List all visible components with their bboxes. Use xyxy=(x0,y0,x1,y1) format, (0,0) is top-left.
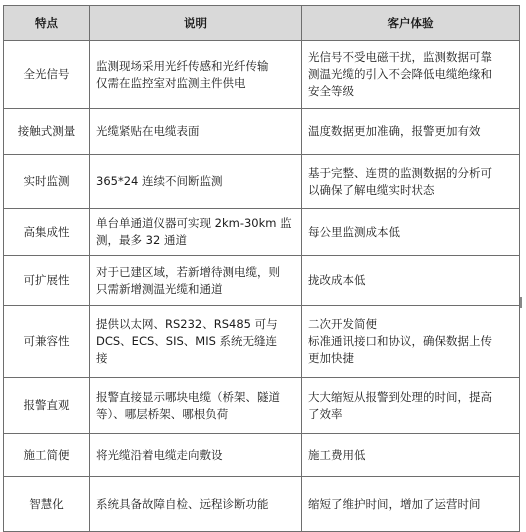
experience-line: 大大缩短从报警到处理的时间，提高 xyxy=(308,389,492,404)
experience-cell xyxy=(302,109,520,155)
experience-cell xyxy=(302,41,520,109)
feature-cell: 全光信号 xyxy=(4,41,90,109)
description-cell xyxy=(90,209,302,256)
feature-cell: 实时监测 xyxy=(4,155,90,209)
description-line: 仅需在监控室对监测主件供电 xyxy=(96,75,246,90)
experience-line: 缩短了维护时间，增加了运营时间 xyxy=(308,496,481,511)
experience-cell xyxy=(302,209,520,256)
experience-line: 更加快捷 xyxy=(308,351,354,365)
table-row xyxy=(4,256,520,306)
experience-cell xyxy=(302,256,520,306)
experience-cell xyxy=(302,434,520,477)
feature-cell: 接触式测量 xyxy=(4,109,90,155)
description-line: 只需新增测温光缆和通道 xyxy=(96,281,223,296)
description-line: 光缆紧贴在电缆表面 xyxy=(96,124,200,138)
experience-cell xyxy=(302,306,520,378)
experience-line: 光信号不受电磁干扰，监测数据可靠 xyxy=(308,50,492,64)
description-line: 单台单通道仪器可实现 2km-30km 监 xyxy=(96,216,292,230)
description-line: 365*24 连续不间断监测 xyxy=(96,174,223,188)
description-cell xyxy=(90,109,302,155)
experience-line: 了效率 xyxy=(308,406,343,421)
experience-line: 测温光缆的引入不会降低电缆绝缘和 xyxy=(308,67,492,81)
features-table xyxy=(3,5,520,532)
description-line: 系统具备故障自检、远程诊断功能 xyxy=(96,496,269,511)
table-row xyxy=(4,306,520,378)
table-row xyxy=(4,434,520,477)
description-cell xyxy=(90,477,302,532)
feature-cell: 智慧化 xyxy=(4,477,90,532)
experience-line: 基于完整、连贯的监测数据的分析可 xyxy=(308,165,492,180)
feature-cell: 可兼容性 xyxy=(4,306,90,378)
description-line: 报警直接显示哪块电缆（桥架、隧道 xyxy=(96,389,280,404)
feature-cell: 高集成性 xyxy=(4,209,90,256)
description-cell xyxy=(90,306,302,378)
description-line: 对于已建区域，若新增待测电缆，则 xyxy=(96,264,280,279)
description-line: 等）、哪层桥架、哪根负荷 xyxy=(96,406,229,421)
description-cell xyxy=(90,256,302,306)
table-row xyxy=(4,109,520,155)
description-line: 测，最多 32 通道 xyxy=(96,233,187,247)
experience-line: 温度数据更加准确，报警更加有效 xyxy=(308,124,481,138)
header-feature: 特点 xyxy=(4,6,90,41)
experience-line: 标准通讯接口和协议，确保数据上传 xyxy=(308,334,492,348)
description-cell xyxy=(90,155,302,209)
description-cell xyxy=(90,378,302,434)
experience-cell xyxy=(302,477,520,532)
experience-line: 安全等级 xyxy=(308,84,354,98)
feature-cell: 报警直观 xyxy=(4,378,90,434)
feature-cell: 可扩展性 xyxy=(4,256,90,306)
edge-mark xyxy=(520,297,522,308)
description-line: 提供以太网、RS232、RS485 可与 xyxy=(96,317,278,331)
description-cell xyxy=(90,434,302,477)
description-line: 接 xyxy=(96,351,108,365)
table-row xyxy=(4,378,520,434)
description-cell xyxy=(90,41,302,109)
description-line: DCS、ECS、SIS、MIS 系统无缝连 xyxy=(96,334,278,348)
experience-line: 以确保了解电缆实时状态 xyxy=(308,182,435,197)
description-line: 监测现场采用光纤传感和光纤传输 xyxy=(96,58,269,73)
header-experience: 客户体验 xyxy=(302,6,520,41)
experience-line: 施工费用低 xyxy=(308,447,366,462)
table-row xyxy=(4,41,520,109)
table-row xyxy=(4,209,520,256)
description-line: 将光缆沿着电缆走向敷设 xyxy=(96,447,223,462)
table-row xyxy=(4,155,520,209)
table-row xyxy=(4,477,520,532)
experience-cell xyxy=(302,378,520,434)
header-row xyxy=(4,6,520,41)
header-description: 说明 xyxy=(90,6,302,41)
experience-line: 拢改成本低 xyxy=(308,273,366,287)
experience-line: 每公里监测成本低 xyxy=(308,224,400,239)
experience-cell xyxy=(302,155,520,209)
feature-cell: 施工简便 xyxy=(4,434,90,477)
experience-line: 二次开发简便 xyxy=(308,317,377,331)
